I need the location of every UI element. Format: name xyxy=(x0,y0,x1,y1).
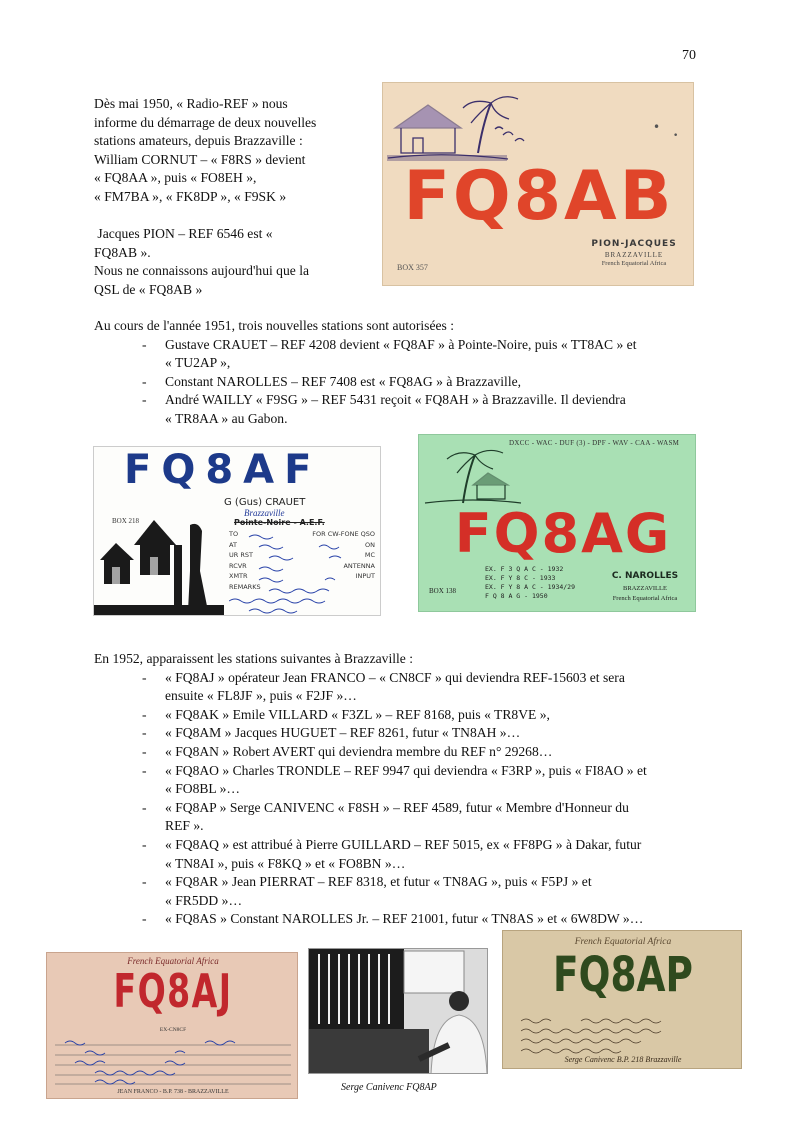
list-item: - « FQ8AO » Charles TRONDLE – REF 9947 qui deviendra « F3RP », puis « FI8AO » et « FO8BL »… xyxy=(142,762,647,797)
fq8ab-box: BOX 357 xyxy=(397,263,428,272)
fq8ag-awards: DXCC - WAC - DUF (3) - DPF - WAV - CAA - WASM xyxy=(509,439,680,447)
qsl-card-fq8af xyxy=(93,446,381,616)
fq8ab-city: BRAZZAVILLE xyxy=(604,251,664,259)
fq8ap-header: French Equatorial Africa xyxy=(574,937,672,947)
list-item: - « FQ8AQ » est attribué à Pierre GUILLARD – REF 5015, ex « FF8PG » à Dakar, futur « TN8AI », puis « F8KQ » et « FO8BN »… xyxy=(142,836,642,871)
fq8af-op: G (Gus) CRAUET xyxy=(224,497,306,508)
fq8ap-handwriting xyxy=(521,1015,731,1055)
intro-line: Dès mai 1950, « Radio-REF » nous xyxy=(94,96,288,111)
fq8ap-callsign: FQ8AP xyxy=(553,947,693,1003)
pion-line: Jacques PION – REF 6546 est « xyxy=(94,226,273,242)
qsl-card-fq8ab xyxy=(382,82,694,286)
fq8aj-callsign: FQ8AJ xyxy=(113,964,233,1018)
intro-line: « FM7BA », « FK8DP », « F9SK » xyxy=(94,188,287,204)
intro-line: « FQ8AA », puis « FO8EH », xyxy=(94,170,257,186)
fq8ag-country: French Equatorial Africa xyxy=(612,595,678,602)
fq8aj-header: French Equatorial Africa xyxy=(127,956,219,966)
fq8ag-illustration xyxy=(423,445,523,507)
fq8aj-footer: JEAN FRANCO - B.P. 738 - BRAZZAVILLE xyxy=(117,1089,229,1095)
svg-text:•: • xyxy=(653,120,661,134)
section-1951 xyxy=(94,317,734,429)
qsl-card-fq8ap xyxy=(502,930,742,1069)
section-1952-intro: En 1952, apparaissent les stations suivantes à Brazzaville : xyxy=(94,651,413,666)
list-item: - « FQ8AK » Emile VILLARD « F3ZL » – REF 8168, puis « TR8VE », xyxy=(142,706,550,722)
section-1951-list xyxy=(142,336,734,429)
fq8af-handwriting xyxy=(229,531,379,616)
intro-paragraph xyxy=(94,95,374,300)
intro-line: informe du démarrage de deux nouvelles xyxy=(94,114,317,130)
fq8ab-name: PION-JACQUES xyxy=(591,239,677,249)
list-item: - André WAILLY « F9SG » – REF 5431 reçoit « FQ8AH » à Brazzaville. Il deviendra « TR8AA » au Gabon. xyxy=(142,392,626,426)
list-item: - « FQ8AJ » opérateur Jean FRANCO – « CN8CF » qui deviendra REF-15603 et sera ensuite « FL8JF », puis « F2JF »… xyxy=(142,669,625,704)
photo-image xyxy=(309,949,488,1074)
list-item: - « FQ8AR » Jean PIERRAT – REF 8318, et futur « TN8AG », puis « F5PJ » et « FR5DD »… xyxy=(142,874,592,908)
qsl-card-fq8aj xyxy=(46,952,298,1099)
intro-line: stations amateurs, depuis Brazzaville : xyxy=(94,133,303,149)
list-item: - « FQ8AN » Robert AVERT qui deviendra membre du REF n° 29268… xyxy=(142,743,553,759)
fq8aj-form-lines xyxy=(55,1037,291,1087)
pion-line: QSL de « FQ8AB » xyxy=(94,281,203,297)
fq8af-illustration xyxy=(94,505,224,616)
page-number: 70 xyxy=(682,48,696,63)
fq8ag-city: BRAZZAVILLE xyxy=(623,585,667,592)
list-item: - « FQ8AM » Jacques HUGUET – REF 8261, futur « TN8AH »… xyxy=(142,725,521,741)
pion-line: Nous ne connaissons aujourd'hui que la xyxy=(94,263,310,279)
list-item: - « FQ8AP » Serge CANIVENC « F8SH » – REF 4589, futur « Membre d'Honneur du REF ». xyxy=(142,799,629,834)
fq8ab-country: French Equatorial Africa xyxy=(601,260,667,267)
section-1951-intro: Au cours de l'année 1951, trois nouvelles stations sont autorisées : xyxy=(94,318,454,333)
fq8ap-footer: Serge Canivenc B.P. 218 Brazzaville xyxy=(564,1055,682,1064)
section-1952-list xyxy=(142,669,754,929)
photo-serge-canivenc xyxy=(308,948,488,1074)
section-1952 xyxy=(94,650,754,929)
fq8af-city: Pointe-Noire - A.E.F. xyxy=(234,518,325,527)
pion-line: FQ8AB ». xyxy=(94,244,151,260)
fq8ag-history: EX. F 3 Q A C - 1932 EX. F Y 8 C - 1933 EX. F Y 8 A C - 1934/29 F Q 8 A G - 1950 xyxy=(485,565,576,600)
list-item: - Gustave CRAUET – REF 4208 devient « FQ8AF » à Pointe-Noire, puis « TT8AC » et « TU2AP », xyxy=(142,336,637,371)
fq8ag-callsign: FQ8AG xyxy=(454,502,672,565)
fq8af-form: TO FOR CW-FONE QSO AT ON UR RST MC RCVR ANTENNA XMTR INPUT REMARKS xyxy=(229,530,375,591)
fq8ag-name: C. NAROLLES xyxy=(611,571,679,581)
svg-text:•: • xyxy=(673,131,679,141)
intro-line: William CORNUT – « F8RS » devient xyxy=(94,151,306,167)
fq8ab-callsign: FQ8AB xyxy=(403,157,675,236)
photo-caption: Serge Canivenc FQ8AP xyxy=(341,1082,437,1093)
fq8af-handwritten: Brazzaville xyxy=(244,508,285,518)
list-item: - « FQ8AS » Constant NAROLLES Jr. – REF 21001, futur « TN8AS » et « 6W8DW »… xyxy=(142,911,644,927)
list-item: - Constant NAROLLES – REF 7408 est « FQ8AG » à Brazzaville, xyxy=(142,373,522,389)
fq8af-callsign: FQ8AF xyxy=(124,447,322,493)
fq8af-box: BOX 218 xyxy=(112,517,140,525)
fq8ag-box: BOX 138 xyxy=(429,587,457,595)
fq8aj-ex: EX-CN8CF xyxy=(159,1027,187,1033)
qsl-card-fq8ag xyxy=(418,434,696,612)
